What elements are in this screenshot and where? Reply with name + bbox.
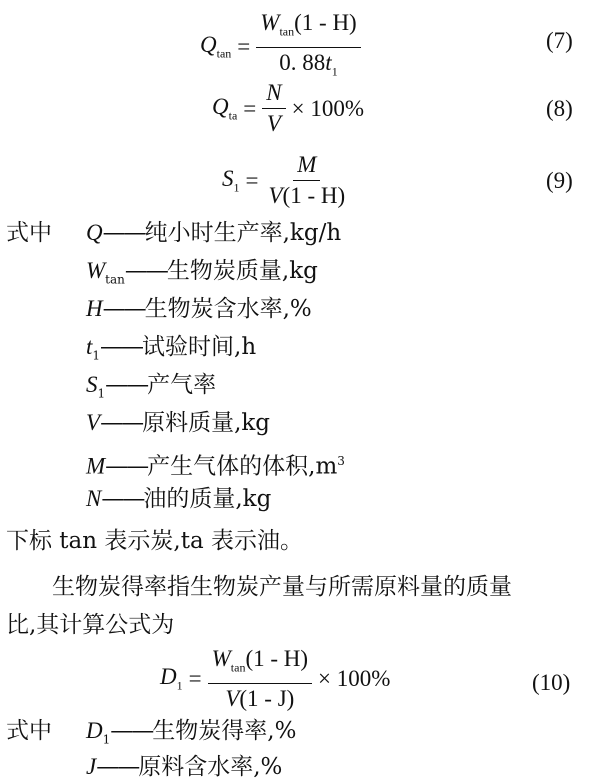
eq7-equals: = [237, 34, 251, 60]
definition-s1: $S_1——$产气率 [86, 372, 217, 401]
definition-m: M——产生气体的体积$,m^3$ [86, 453, 345, 480]
eq8-number: (8) [546, 96, 573, 121]
definition-d1: $D_1——$生物炭得率,% [86, 718, 297, 747]
definition-t1: $t_1——$试验时间,h [86, 334, 257, 363]
equation-7 [200, 10, 361, 84]
eq9-number: (9) [546, 168, 573, 193]
eq7-fraction: $\frac{W_{tan}(1 - H)}{0. 88t_1}$ [256, 10, 360, 84]
eq8-fraction: $\frac{N}{V}$ [262, 80, 285, 137]
definition-v: V——原料质量,kg [86, 410, 271, 436]
eq7-lhs: $Q_{tan}$ [200, 32, 232, 61]
paragraph-line-1: 生物炭得率指生物炭产量与所需原料量的质量 [52, 574, 512, 600]
eq7-number: (7) [546, 28, 573, 53]
equation-8: $Q_{ta}$ = $\frac{N}{V}$ × 100% [212, 80, 365, 136]
equation-9: $S_1$ = $\frac{M}{V(1 - H)}$ [222, 152, 349, 209]
definition-h: H——生物炭含水率,% [86, 296, 312, 322]
equation-10: $D_1$ = $\frac{W_{tan}(1 - H)}{V(1 - J)}$ × 100% [160, 646, 391, 711]
paragraph-line-2: 比,其计算公式为 [6, 612, 175, 638]
eq10-fraction: $\frac{W_{tan}(1 - H)}{V(1 - J)}$ [208, 646, 312, 712]
subscript-note: 下标 tan 表示炭,ta 表示油。 [6, 528, 303, 554]
definition-n: N——油的质量,kg [86, 486, 272, 512]
definition-q: Q——纯小时生产率,kg/h [86, 220, 342, 246]
definition-w: $W_{tan}——$生物炭质量,kg [86, 258, 318, 287]
where-label: 式中 [6, 220, 52, 246]
where-label-2: 式中 [6, 718, 52, 744]
eq10-number: (10) [532, 670, 571, 695]
eq9-fraction: $\frac{M}{V(1 - H)}$ [268, 152, 346, 208]
definition-j: J——原料含水率,% [86, 754, 283, 780]
